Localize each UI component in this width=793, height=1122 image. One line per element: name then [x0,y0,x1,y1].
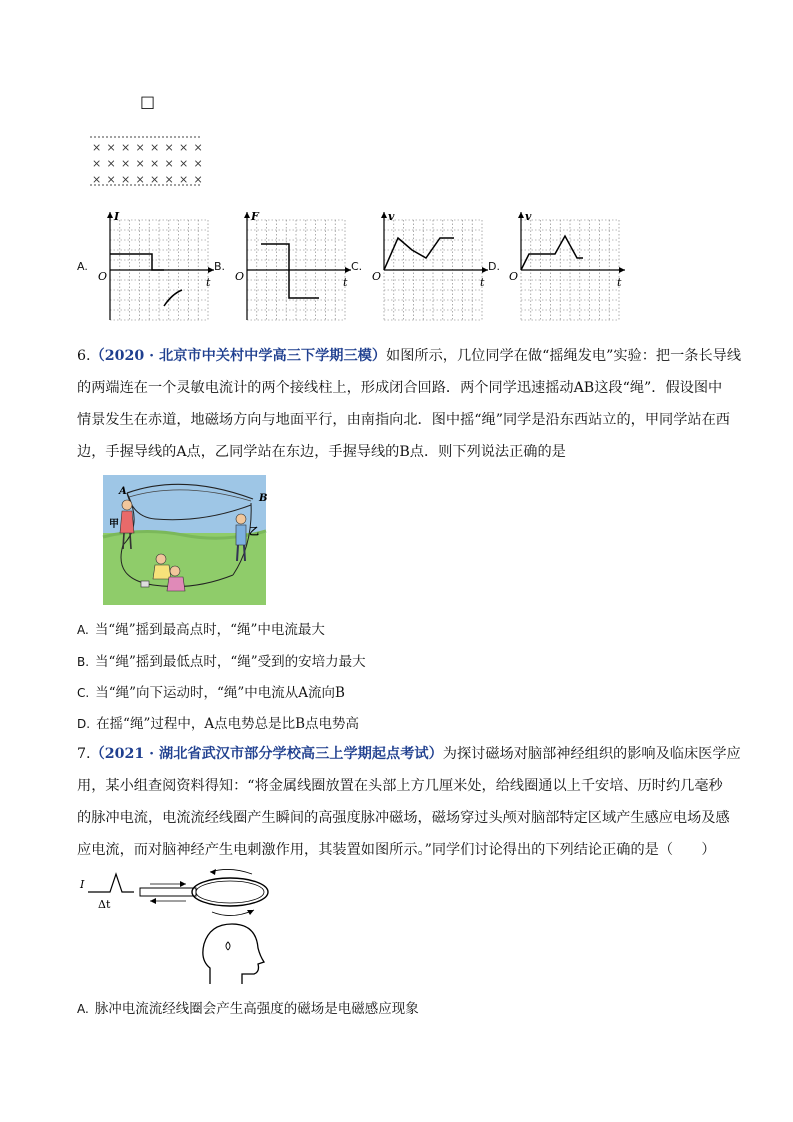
field-x-mark: × [106,173,116,186]
rope-generator-figure [103,475,266,605]
small-square-glyph: □ [140,92,156,111]
graph-d [507,208,631,326]
question-7-number: 7. [77,746,91,762]
field-x-mark: × [193,141,203,154]
field-x-mark: × [106,141,116,154]
field-x-mark: × [179,141,189,154]
question-6-line-4: 边，手握导线的A点，乙同学站在东边，手握导线的B点．则下列说法正确的是 [77,444,566,460]
option-d-label: D. [488,260,500,273]
question-7-line-3: 的脉冲电流，电流流经线圈产生瞬间的高强度脉冲磁场，磁场穿过头颅对脑部特定区域产生感应电场及感 [77,810,730,826]
point-a-label: A [119,486,127,497]
question-6-option-b[interactable]: B. 当“绳”摇到最低点时，“绳”受到的安培力最大 [77,654,366,670]
field-x-mark: × [135,141,145,154]
field-x-mark: × [164,173,174,186]
question-7-line-4: 应电流，而对脑神经产生电刺激作用，其装置如图所示。”同学们讨论得出的下列结论正确的是（ ） [77,842,716,858]
field-x-mark: × [135,173,145,186]
field-x-mark: × [92,173,102,186]
question-6-line-2: 的两端连在一个灵敏电流计的两个接线柱上，形成闭合回路．两个同学迅速摇动AB这段“绳”．假设图中 [77,380,723,396]
graph-c-ylabel: v [388,210,395,223]
question-6-line-1: 如图所示，几位同学在做“摇绳发电”实验：把一条长导线 [386,348,742,364]
field-x-mark: × [135,157,145,170]
graph-b-origin: O [235,270,245,283]
magnetic-field-figure [88,132,206,190]
student-jia-label: 甲 [109,519,119,530]
option-a-label: A. [77,260,88,273]
question-7-line-2: 用，某小组查阅资料得知：“将金属线圈放置在头部上方几厘米处，给线圈通以上千安培、历时约几毫秒 [77,778,723,794]
field-x-mark: × [179,157,189,170]
question-6-line-3: 情景发生在赤道，地磁场方向与地面平行，由南指向北．图中摇“绳”同学是沿东西站立的，甲同学站在西 [77,412,730,428]
graph-a-xlabel: t [206,276,211,289]
graph-b-ylabel: F [251,210,259,223]
pulse-current-label: I [80,878,85,891]
student-yi-label: 乙 [249,527,259,538]
graph-b [233,208,357,326]
graph-c [370,208,494,326]
graph-c-origin: O [372,270,382,283]
question-7-line-1: 为探讨磁场对脑部神经组织的影响及临床医学应 [442,746,741,762]
question-6-number: 6. [77,348,91,364]
question-7-source: （2021 · 湖北省武汉市部分学校高三上学期起点考试） [90,746,443,762]
field-x-mark: × [106,157,116,170]
pulse-width-label: Δt [98,898,111,911]
coil-head-figure [80,868,280,990]
graph-c-xlabel: t [480,276,485,289]
field-x-mark: × [92,141,102,154]
field-x-mark: × [164,157,174,170]
field-x-mark: × [193,157,203,170]
field-x-mark: × [121,157,131,170]
question-6-source: （2020 · 北京市中关村中学高三下学期三模） [90,348,387,364]
question-7-stem [77,738,741,866]
question-6-option-c[interactable]: C. 当“绳”向下运动时，“绳”中电流从A流向B [77,685,345,701]
graph-b-xlabel: t [343,276,348,289]
field-x-mark: × [150,157,160,170]
graph-a-ylabel: I [114,210,120,223]
graph-d-origin: O [509,270,519,283]
question-6-option-a[interactable]: A. 当“绳”摇到最高点时，“绳”中电流最大 [77,622,325,638]
option-b-label: B. [214,260,226,273]
field-x-mark: × [164,141,174,154]
graph-a-origin: O [98,270,108,283]
graph-d-ylabel: v [525,210,532,223]
option-c-label: C. [351,260,363,273]
field-x-mark: × [121,173,131,186]
field-x-mark: × [150,173,160,186]
point-b-label: B [259,493,268,504]
field-x-mark: × [150,141,160,154]
question-6-stem [77,340,742,468]
question-7-option-a[interactable]: A. 脉冲电流流经线圈会产生高强度的磁场是电磁感应现象 [77,1001,419,1017]
question-6-option-d[interactable]: D. 在摇“绳”过程中，A点电势总是比B点电势高 [77,716,360,732]
graph-a [96,208,220,326]
field-x-mark: × [92,157,102,170]
field-x-mark: × [193,173,203,186]
field-x-mark: × [179,173,189,186]
field-x-mark: × [121,141,131,154]
graph-d-xlabel: t [617,276,622,289]
